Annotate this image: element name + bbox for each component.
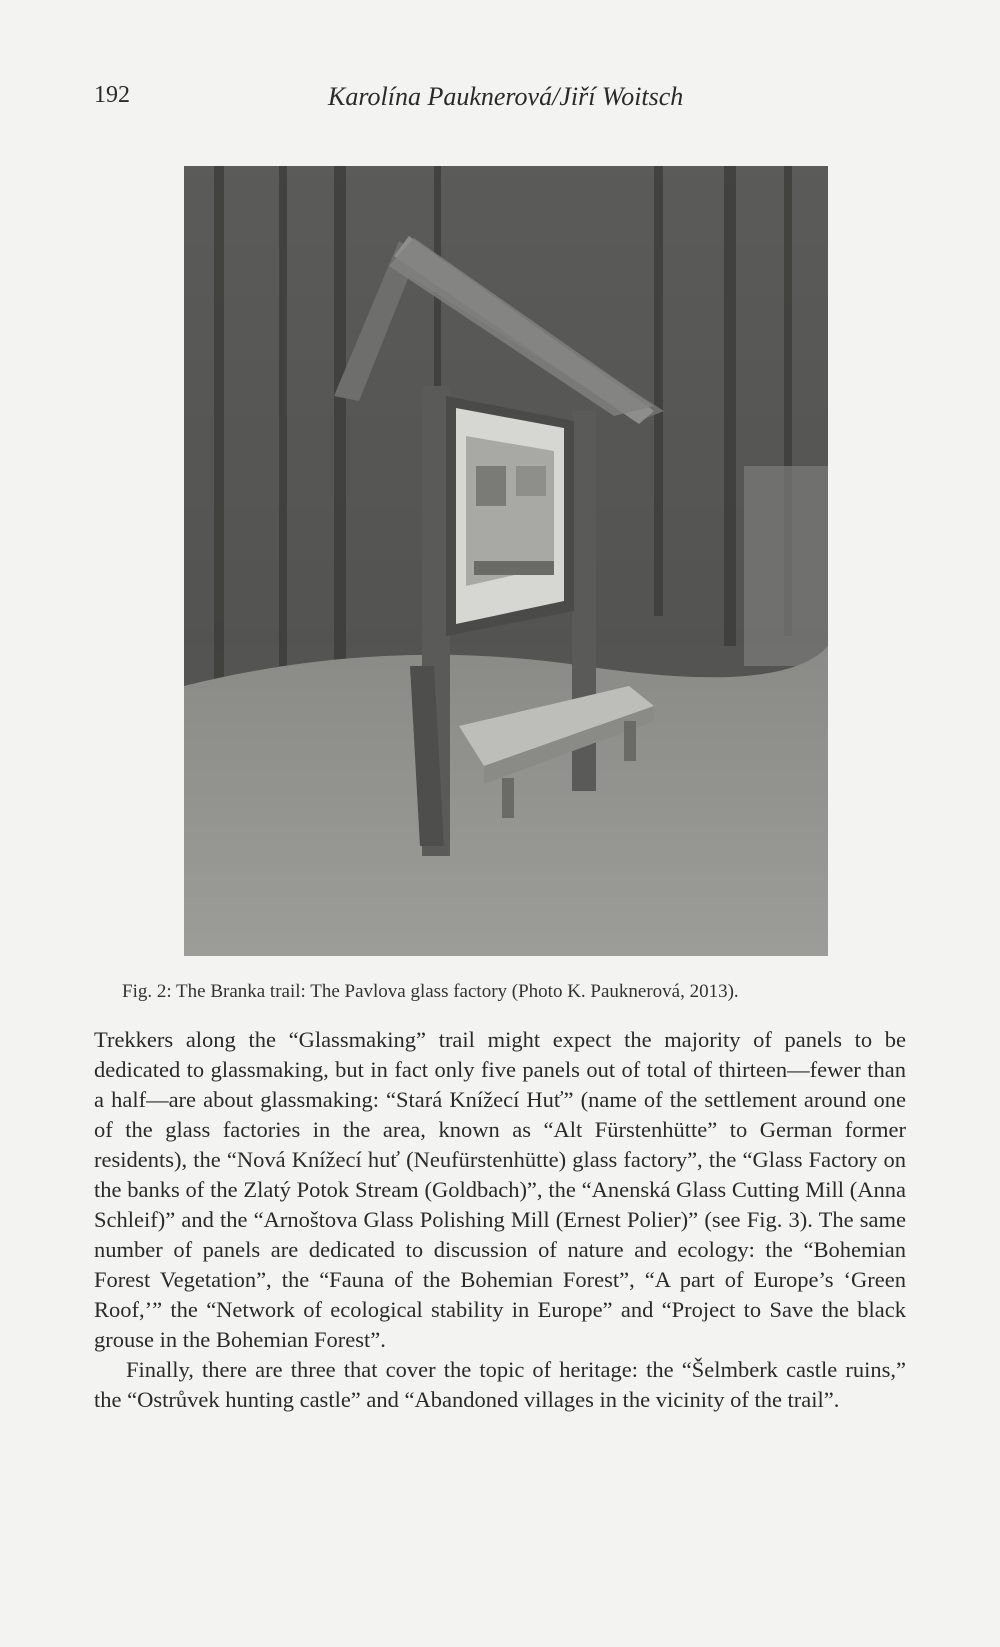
- figure-photo: [184, 166, 828, 956]
- page-number: 192: [94, 82, 130, 108]
- body-text: [94, 1025, 906, 1415]
- photograph-icon: [184, 166, 828, 956]
- figure-caption: Fig. 2: The Branka trail: The Pavlova glass factory (Photo K. Pauknerová, 2013).: [122, 981, 739, 1002]
- page-header: [94, 82, 914, 122]
- paragraph: Trekkers along the “Glassmaking” trail might expect the majority of panels to be dedicated to glassmaking, but in fact only five panels out of total of thirteen—fewer than a half—are about glassmaking: “Stará Knížecí Huť” (name of the settlement around one of the glass factories in the area, known as “Alt Fürstenhütte” to German former residents), the “Nová Knížecí huť (Neufürstenhütte) glass factory”, the “Glass Factory on the banks of the Zlatý Potok Stream (Goldbach)”, the “Anenská Glass Cutting Mill (Anna Schleif)” and the “Arnoštova Glass Polishing Mill (Ernest Polier)” (see Fig. 3). The same number of panels are dedicated to discussion of nature and ecology: the “Bohemian Forest Vegetation”, the “Fauna of the Bohemian Forest”, “A part of Europe’s ‘Green Roof,’” the “Network of ecological stability in Europe” and “Project to Save the black grouse in the Bohemian Forest”.: [94, 1027, 906, 1352]
- running-head: Karolína Pauknerová/Jiří Woitsch: [328, 82, 684, 111]
- paragraph: Finally, there are three that cover the topic of heritage: the “Šelmberk castle ruins,” the “Ostrůvek hunting castle” and “Abandoned villages in the vicinity of the trail”.: [94, 1357, 906, 1412]
